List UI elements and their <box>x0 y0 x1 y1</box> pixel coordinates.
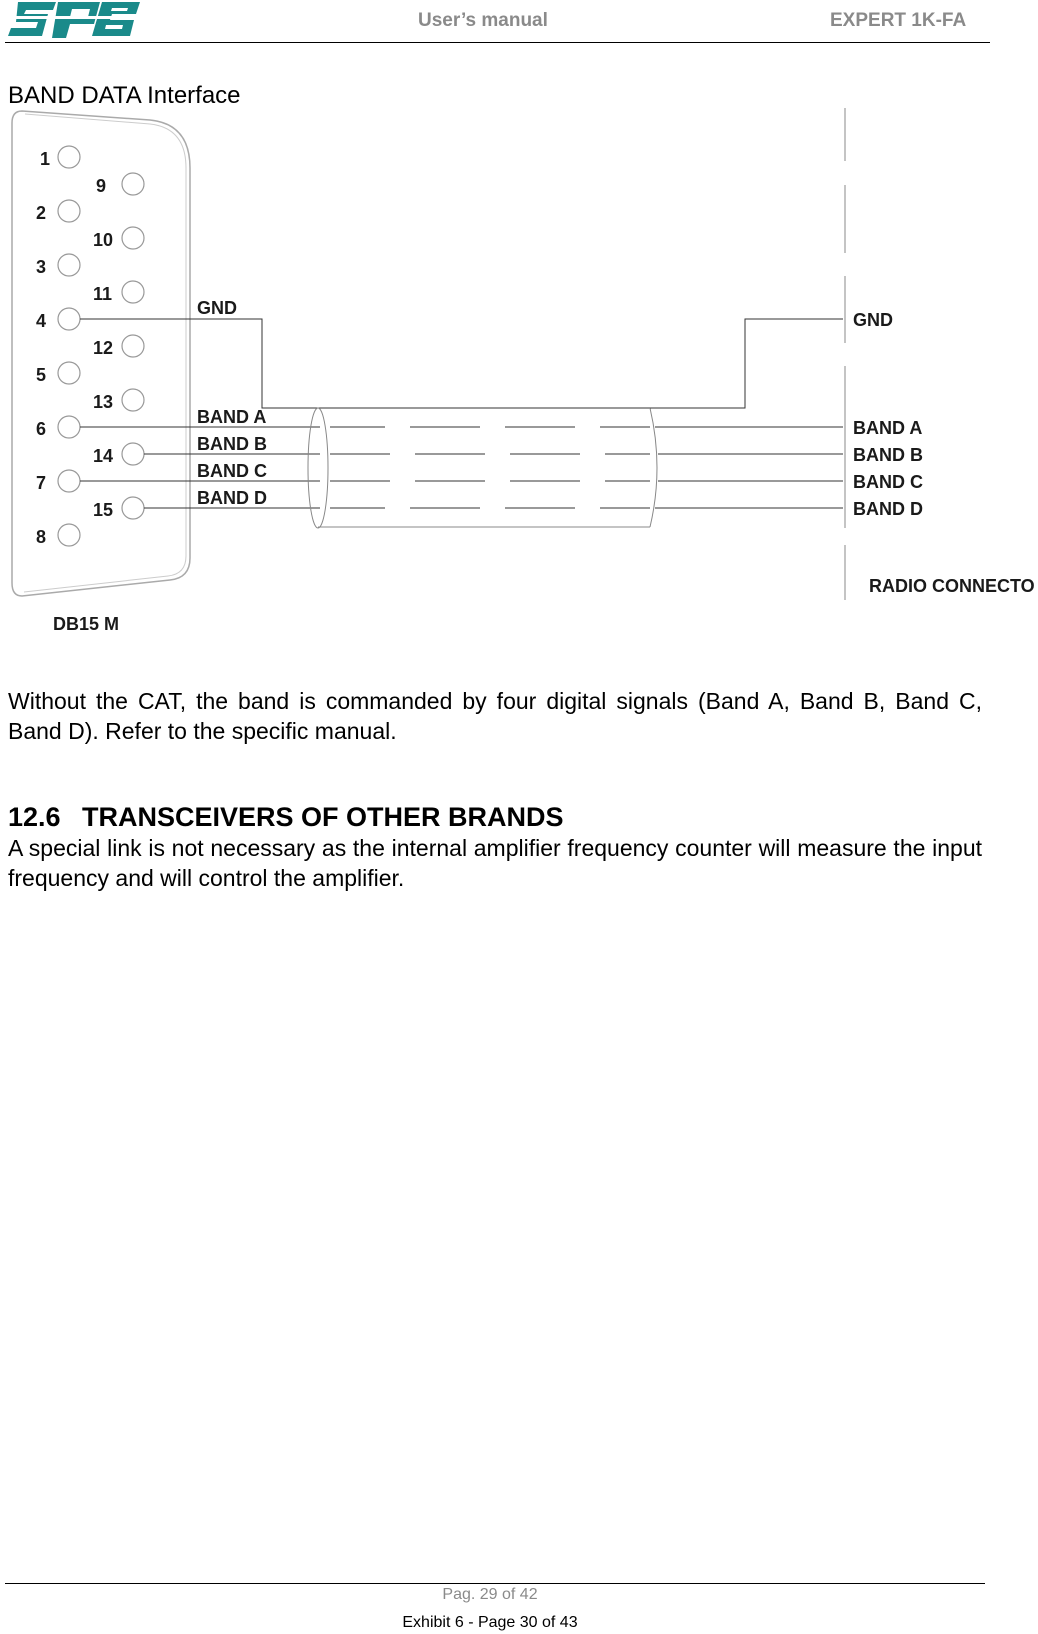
header-product: EXPERT 1K-FA <box>830 10 967 31</box>
pin-label-14: 14 <box>93 446 114 466</box>
pin-label-2: 2 <box>36 203 47 223</box>
pin-15 <box>122 497 144 519</box>
label-band-a-right: BAND A <box>853 418 923 438</box>
pin-label-10: 10 <box>93 230 114 250</box>
pin-4 <box>58 308 80 330</box>
pin-label-1: 1 <box>40 149 51 169</box>
pin-label-6: 6 <box>36 419 47 439</box>
header-title: User’s manual <box>418 10 548 31</box>
label-band-b-right: BAND B <box>853 445 923 465</box>
pin-12 <box>122 335 144 357</box>
label-band-b-left: BAND B <box>197 434 267 454</box>
pins-right-column <box>122 173 144 519</box>
pin-10 <box>122 227 144 249</box>
section-heading-title: TRANSCEIVERS OF OTHER BRANDS <box>82 802 564 832</box>
pin-label-5: 5 <box>36 365 47 385</box>
header-divider <box>5 42 990 43</box>
pin-label-13: 13 <box>93 392 114 412</box>
pin-2 <box>58 200 80 222</box>
band-signals-paragraph: Without the CAT, the band is commanded by four digital signals (Band A, Band B, Band C, Band D). Refer to the specific manual. <box>8 688 982 744</box>
shielded-cable <box>308 408 657 528</box>
wire-gnd-left <box>80 319 318 408</box>
pin-label-9: 9 <box>96 176 107 196</box>
pin-label-12: 12 <box>93 338 114 358</box>
section-number: 12.6 <box>8 802 61 832</box>
label-band-d-right: BAND D <box>853 499 923 519</box>
band-data-diagram <box>0 108 1038 668</box>
db15-label: DB15 M <box>53 614 120 634</box>
wire-gnd-right <box>650 319 843 408</box>
footer-page-number: Pag. 29 of 42 <box>442 1586 538 1603</box>
label-gnd-right: GND <box>853 310 893 330</box>
pin-label-15: 15 <box>93 500 114 520</box>
other-brands-paragraph: A special link is not necessary as the internal amplifier frequency counter will measure the input frequency and will control the amplifier. <box>8 835 982 891</box>
pin-label-7: 7 <box>36 473 47 493</box>
pin-6 <box>58 416 80 438</box>
footer-divider <box>5 1583 985 1584</box>
pin-5 <box>58 362 80 384</box>
label-gnd-left: GND <box>197 298 237 318</box>
pin-11 <box>122 281 144 303</box>
section-title: BAND DATA Interface <box>8 82 241 109</box>
pin-9 <box>122 173 144 195</box>
pin-7 <box>58 470 80 492</box>
spe-logo <box>8 0 140 42</box>
pin-label-11: 11 <box>93 284 113 304</box>
radio-connector-label: RADIO CONNECTO <box>869 576 1035 596</box>
pin-14 <box>122 443 144 465</box>
label-band-c-right: BAND C <box>853 472 923 492</box>
pin-1 <box>58 146 80 168</box>
pin-3 <box>58 254 80 276</box>
label-band-d-left: BAND D <box>197 488 267 508</box>
pin-8 <box>58 524 80 546</box>
label-band-a-left: BAND A <box>197 407 267 427</box>
pin-label-8: 8 <box>36 527 47 547</box>
footer-exhibit: Exhibit 6 - Page 30 of 43 <box>402 1614 578 1631</box>
pins-left-column <box>58 146 80 546</box>
label-band-c-left: BAND C <box>197 461 267 481</box>
pin-13 <box>122 389 144 411</box>
pin-label-3: 3 <box>36 257 47 277</box>
section-heading <box>8 802 564 833</box>
pin-label-4: 4 <box>36 311 47 331</box>
